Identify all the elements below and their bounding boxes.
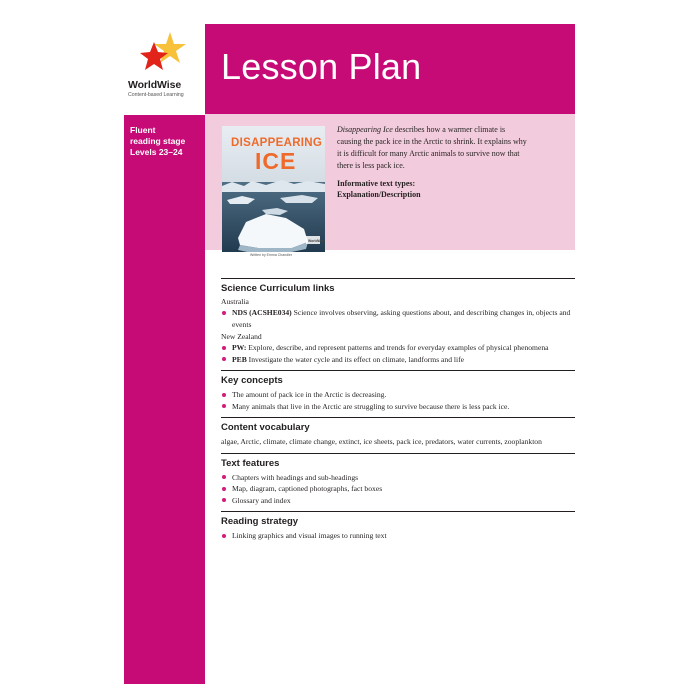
sidebar-divider: [124, 114, 205, 115]
list-item: [221, 472, 575, 484]
bullet-icon: [222, 311, 226, 315]
bullet-icon: [222, 404, 226, 408]
sidebar: [124, 114, 205, 684]
book-summary: [337, 124, 527, 200]
cover-logo: WorldWise: [308, 239, 325, 243]
list-item-text: Chapters with headings and sub-headings: [232, 472, 359, 482]
list-item-text: Many animals that live in the Arctic are struggling to survive because there is less pack ice.: [232, 401, 510, 411]
sidebar-stage-line-2: reading stage: [130, 136, 186, 146]
page-title: Lesson Plan: [221, 46, 422, 87]
australia-list: [221, 307, 575, 330]
curriculum-text: Investigate the water cycle and its effect on climate, landforms and life: [246, 354, 465, 364]
bullet-icon: [222, 487, 226, 491]
text-type-label: Informative text types:: [337, 179, 416, 188]
list-item-text: Linking graphics and visual images to running text: [232, 531, 387, 540]
worldwise-logo: [128, 30, 202, 106]
text-features-section: [221, 453, 575, 512]
list-item: [221, 307, 575, 330]
text-features-list: [221, 472, 575, 507]
bullet-icon: [222, 498, 226, 502]
reading-strategy-list: [221, 530, 575, 542]
key-concepts-heading: Key concepts: [221, 375, 283, 386]
curriculum-code: PW:: [232, 343, 247, 352]
vocabulary-section: [221, 417, 575, 453]
key-concepts-list: [221, 389, 575, 412]
list-item: [221, 530, 575, 542]
list-item: [221, 354, 575, 366]
list-item: [221, 483, 575, 495]
reading-strategy-heading: Reading strategy: [221, 516, 299, 527]
brand-name: WorldWise: [128, 79, 182, 91]
list-item-text: Glossary and index: [232, 495, 291, 505]
sidebar-levels: Levels 23–24: [130, 147, 183, 157]
cover-title-top: DISAPPEARING: [231, 137, 323, 149]
list-item: [221, 389, 575, 401]
curriculum-section: [221, 278, 575, 370]
book-cover-image: [222, 126, 325, 260]
book-title: Disappearing Ice: [337, 125, 393, 134]
list-item-text: Map, diagram, captioned photographs, fact boxes: [232, 484, 383, 493]
text-features-heading: Text features: [221, 457, 280, 469]
header-band: [205, 24, 575, 114]
list-item: [221, 401, 575, 413]
curriculum-text: Science involves observing, asking questions about, and describing changes in, objects and events: [232, 308, 571, 329]
cover-credit: Written by Emma Chandler: [250, 253, 292, 257]
vocabulary-heading: Content vocabulary: [221, 422, 310, 433]
cover-title-bottom: ICE: [255, 148, 297, 174]
key-concepts-section: [221, 370, 575, 417]
curriculum-code: PEB: [232, 354, 247, 364]
star-logo-icon: [140, 30, 188, 78]
bullet-icon: [222, 475, 226, 479]
new-zealand-label: New Zealand: [221, 332, 262, 341]
reading-strategy-section: [221, 511, 575, 547]
list-item: [221, 342, 575, 354]
sidebar-stage-line-1: Fluent: [130, 125, 156, 135]
intro-panel: [205, 114, 575, 257]
lesson-sections: [221, 278, 575, 547]
list-item-text: The amount of pack ice in the Arctic is decreasing.: [232, 390, 387, 399]
book-description: describes how a warmer climate is causing the pack ice in the Arctic to shrink. It explains why it is difficult for many Arctic animals to survive now that there is less pack ice.: [337, 125, 527, 170]
curriculum-code: NDS (ACSHE034): [232, 308, 292, 317]
bullet-icon: [222, 393, 226, 397]
bullet-icon: [222, 346, 226, 350]
list-item: [221, 495, 575, 507]
text-type-value: Explanation/Description: [337, 190, 421, 199]
vocabulary-text: algae, Arctic, climate, climate change, extinct, ice sheets, pack ice, predators, water currents, zooplankton: [221, 437, 542, 446]
new-zealand-list: [221, 342, 575, 365]
bullet-icon: [222, 534, 226, 538]
bullet-icon: [222, 357, 226, 361]
brand-tagline: Content-based Learning: [128, 92, 184, 98]
curriculum-heading: Science Curriculum links: [221, 283, 335, 294]
australia-label: Australia: [221, 297, 249, 306]
curriculum-text: Explore, describe, and represent patterns and trends for everyday examples of physical phenomena: [246, 343, 549, 352]
